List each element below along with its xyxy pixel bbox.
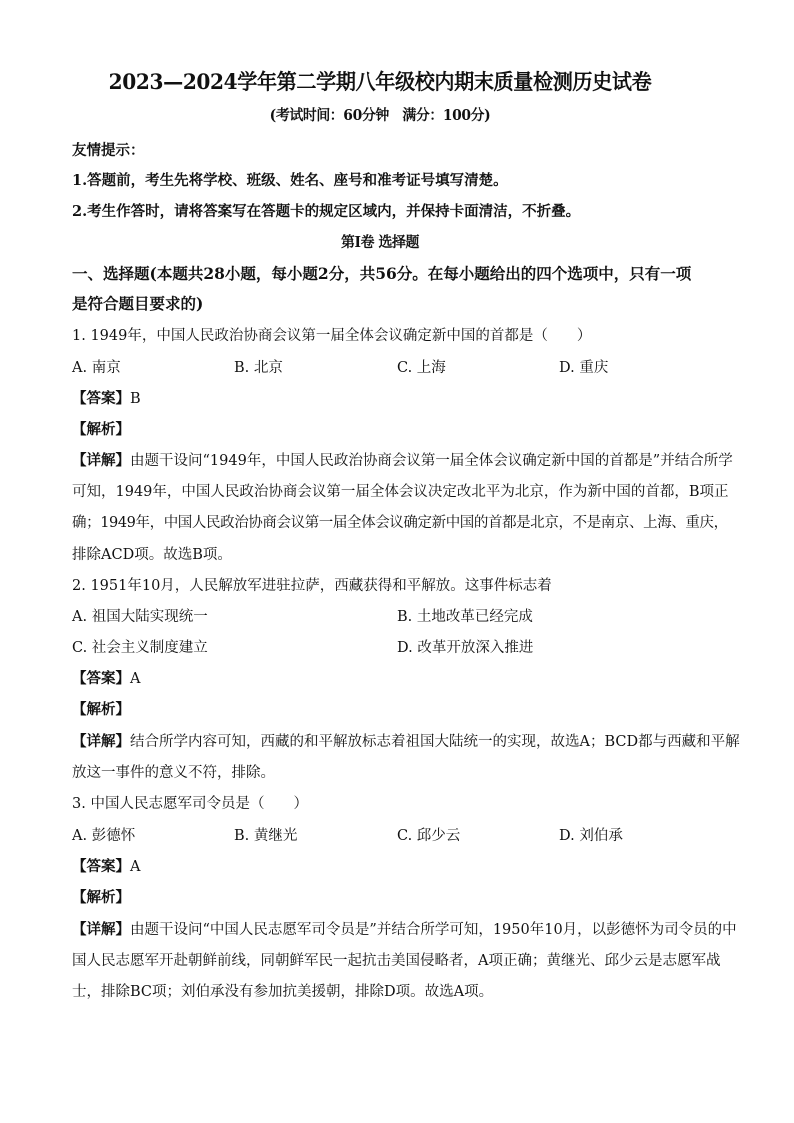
- analysis-label: 【解析】: [72, 421, 130, 438]
- exam-subtitle: (考试时间：60分钟 满分：100分): [269, 107, 491, 124]
- answer-value: A: [130, 859, 141, 875]
- detail-line: 放这一事件的意义不符，排除。: [72, 765, 275, 781]
- section-instruction: 是符合题目要求的): [72, 294, 204, 313]
- detail-line: 国人民志愿军开赴朝鲜前线，同朝鲜军民一起抗击美国侵略者，A项正确；黄继光、邱少云是志愿军战: [72, 953, 721, 969]
- detail-line: [72, 451, 733, 471]
- notice-item: 2.考生作答时，请将答案写在答题卡的规定区域内，并保持卡面清洁，不折叠。: [72, 203, 581, 220]
- detail-line: 可知，1949年，中国人民政治协商会议第一届全体会议决定改北平为北京，作为新中国的首都，B项正: [72, 484, 729, 500]
- option-c: C. 邱少云: [397, 828, 461, 844]
- detail-text: 由题干设问“1949年，中国人民政治协商会议第一届全体会议确定新中国的首都是”并结合所学: [130, 453, 733, 469]
- answer-label: 【答案】: [72, 858, 130, 875]
- option-b: B. 黄继光: [234, 828, 298, 844]
- option-c: C. 社会主义制度建立: [72, 640, 208, 656]
- answer-line: [72, 389, 141, 409]
- notice-item: 1.答题前，考生先将学校、班级、姓名、座号和准考证号填写清楚。: [72, 172, 508, 189]
- answer-label: 【答案】: [72, 390, 130, 407]
- option-c: C. 上海: [397, 360, 446, 376]
- part-heading: 第Ⅰ卷 选择题: [340, 234, 420, 251]
- analysis-label: 【解析】: [72, 701, 130, 718]
- answer-value: B: [130, 391, 141, 407]
- answer-line: [72, 857, 140, 877]
- notice-heading: 友情提示：: [72, 142, 145, 159]
- detail-label: 【详解】: [72, 921, 130, 938]
- answer-line: [72, 669, 140, 689]
- detail-line: 确；1949年，中国人民政治协商会议第一届全体会议确定新中国的首都是北京，不是南京、上海、重庆，: [72, 515, 728, 531]
- analysis-label: 【解析】: [72, 889, 130, 906]
- question-stem: 3. 中国人民志愿军司令员是（ ）: [72, 796, 308, 812]
- option-a: A. 彭德怀: [72, 828, 136, 844]
- section-instruction: 一、选择题(本题共28小题，每小题2分，共56分。在每小题给出的四个选项中，只有一项: [72, 264, 692, 283]
- answer-label: 【答案】: [72, 670, 130, 687]
- answer-value: A: [130, 671, 141, 687]
- option-b: B. 北京: [234, 360, 283, 376]
- question-stem: 2. 1951年10月，人民解放军进驻拉萨，西藏获得和平解放。这事件标志着: [72, 578, 552, 594]
- detail-text: 由题干设问“中国人民志愿军司令员是”并结合所学可知，1950年10月，以彭德怀为司令员的中: [130, 922, 737, 938]
- question-stem: 1. 1949年，中国人民政治协商会议第一届全体会议确定新中国的首都是（ ）: [72, 328, 592, 344]
- option-a: A. 南京: [72, 360, 121, 376]
- option-d: D. 改革开放深入推进: [397, 640, 534, 656]
- detail-text: 结合所学内容可知，西藏的和平解放标志着祖国大陆统一的实现，故选A；BCD都与西藏和平解: [130, 734, 740, 750]
- option-a: A. 祖国大陆实现统一: [72, 609, 208, 625]
- option-d: D. 重庆: [559, 360, 609, 376]
- detail-line: [72, 732, 740, 752]
- detail-label: 【详解】: [72, 733, 130, 750]
- option-b: B. 土地改革已经完成: [397, 609, 533, 625]
- detail-line: [72, 920, 737, 940]
- detail-line: 排除ACD项。故选B项。: [72, 547, 232, 563]
- option-d: D. 刘伯承: [559, 828, 623, 844]
- detail-line: 士，排除BC项；刘伯承没有参加抗美援朝，排除D项。故选A项。: [72, 984, 494, 1000]
- detail-label: 【详解】: [72, 452, 130, 469]
- exam-title: 2023—2024学年第二学期八年级校内期末质量检测历史试卷: [108, 69, 652, 94]
